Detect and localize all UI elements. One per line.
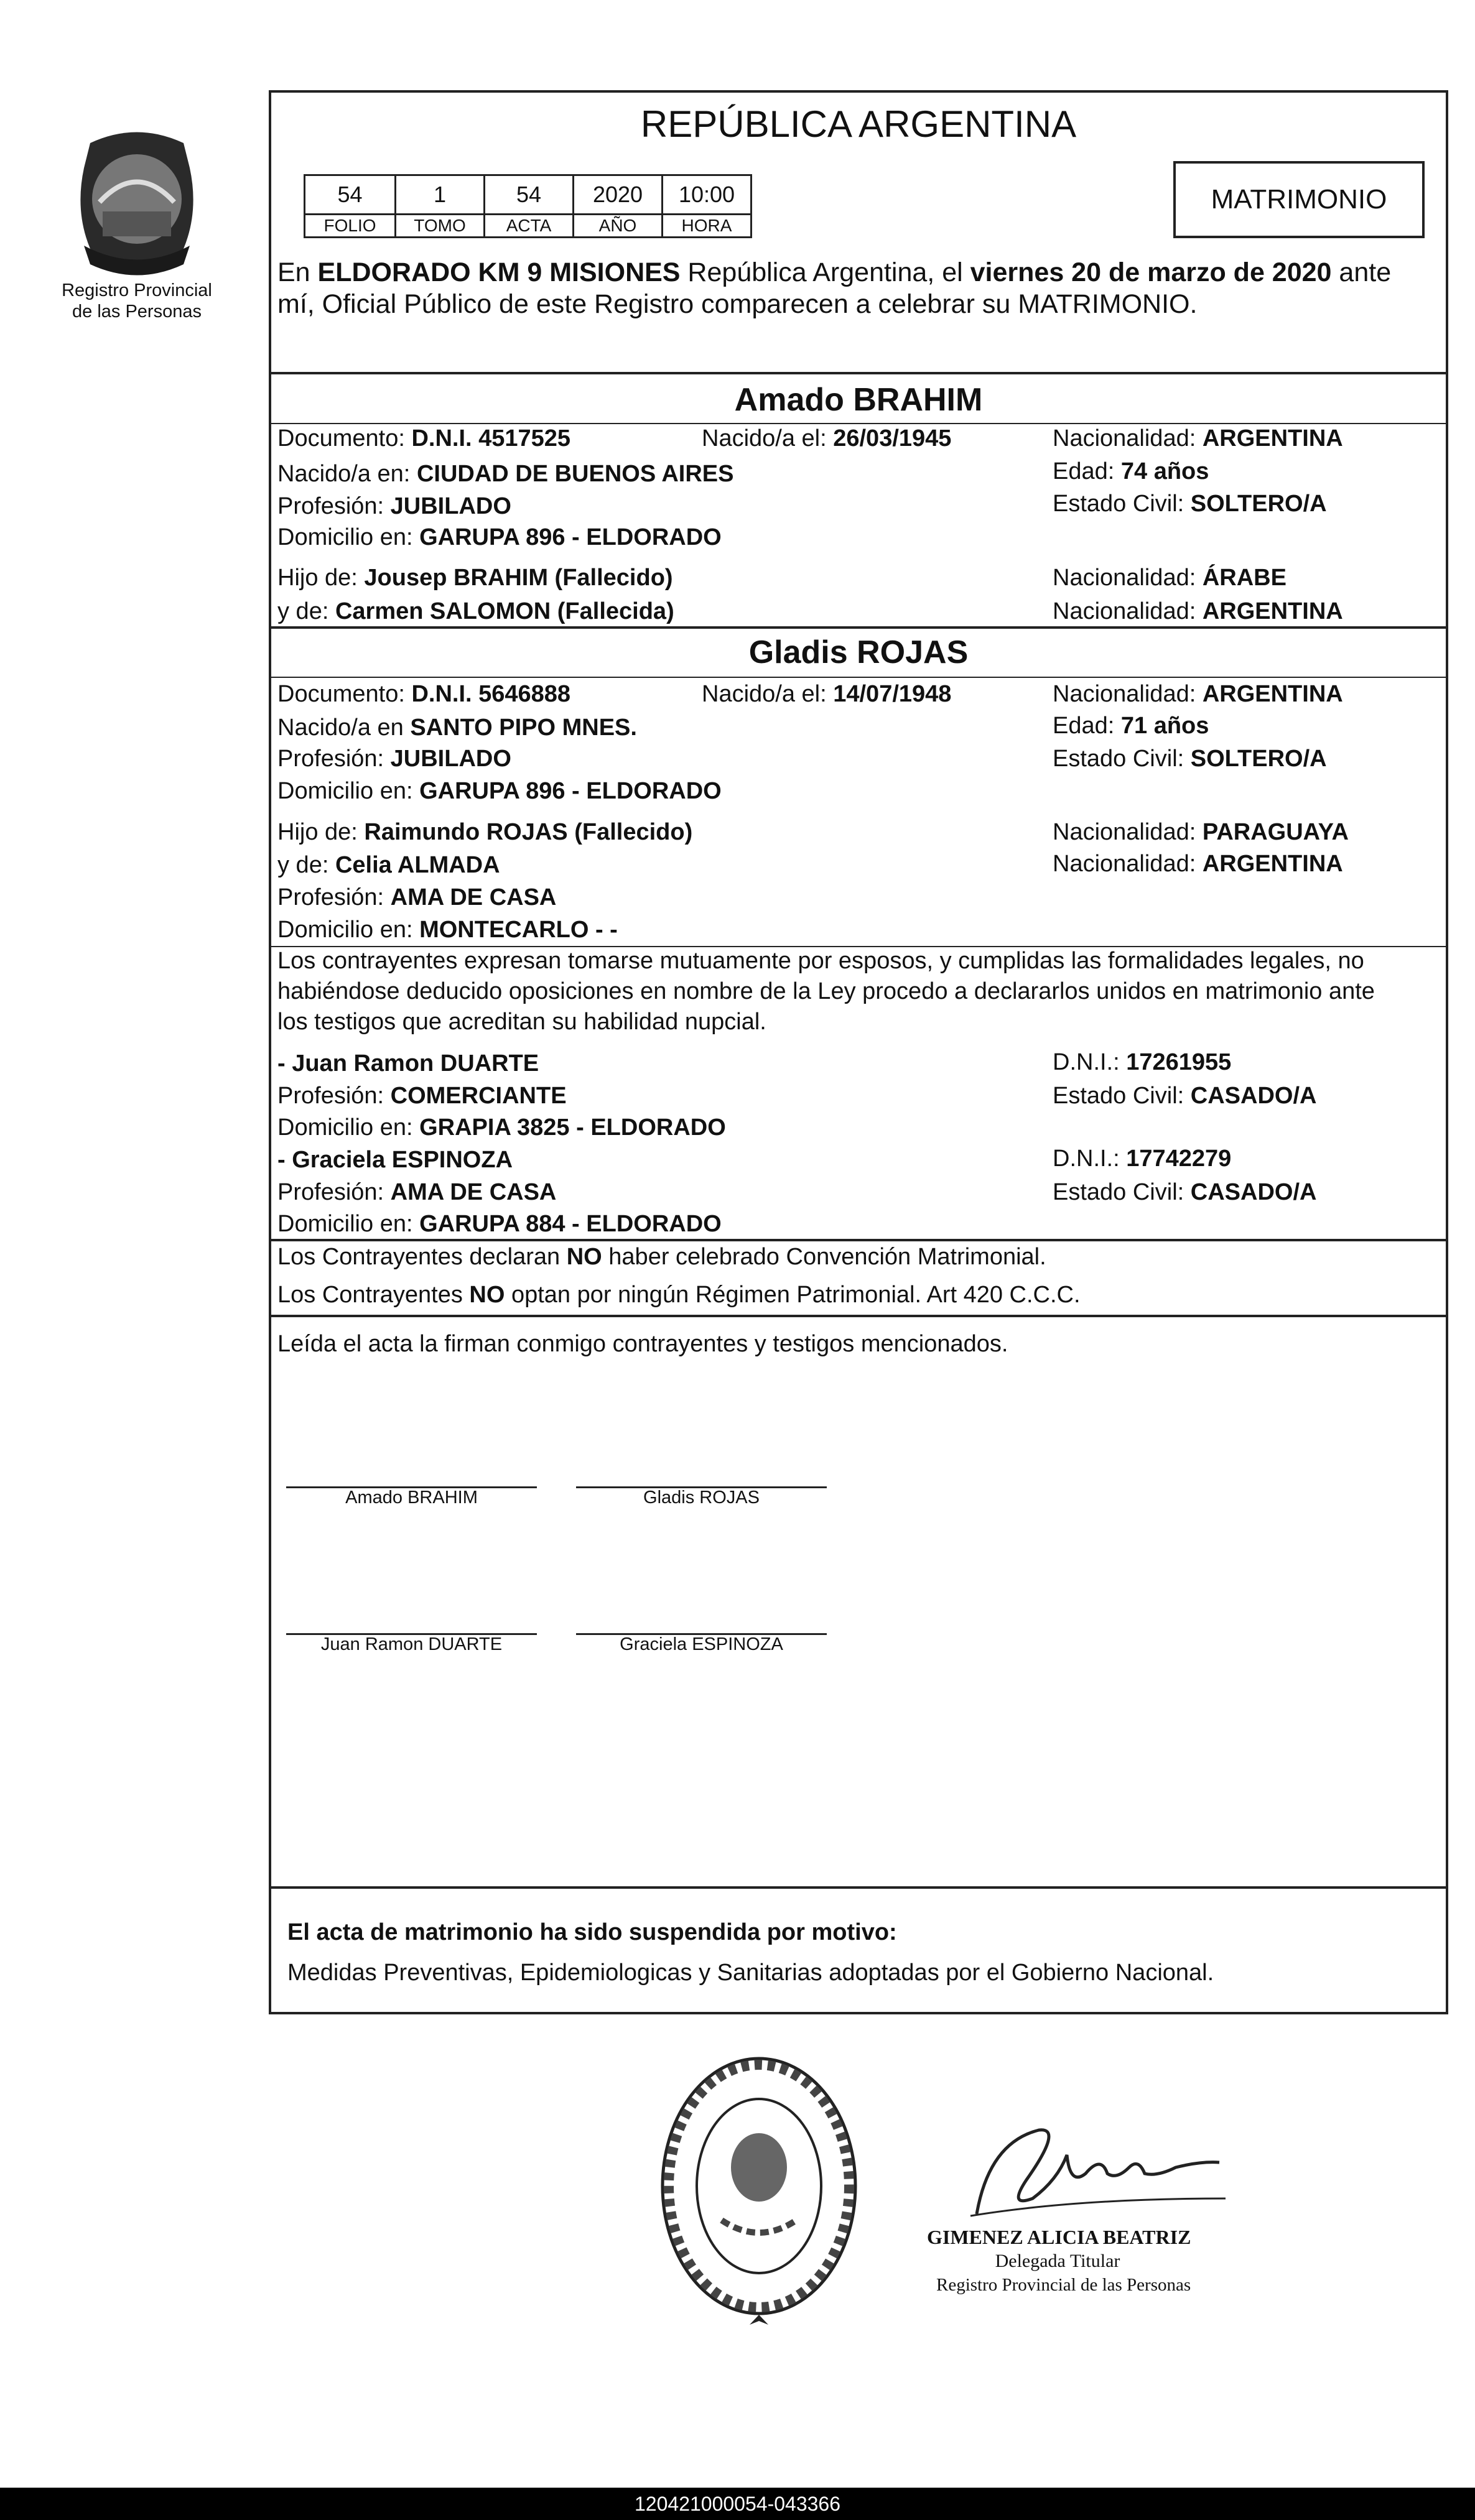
spouse2-prof: Profesión: JUBILADO [277,746,511,772]
spouse2-civil: Estado Civil: SOLTERO/A [1053,746,1327,772]
divider [269,677,1448,678]
spouse2-mother: y de: Celia ALMADA [277,852,500,878]
witness1-dom: Domicilio en: GRAPIA 3825 - ELDORADO [277,1114,726,1141]
witness1-name: - Juan Ramon DUARTE [277,1050,539,1077]
spouse1-mother: y de: Carmen SALOMON (Fallecida) [277,598,674,624]
spouse1-father: Hijo de: Jousep BRAHIM (Fallecido) [277,565,673,591]
registry-logo-line1: Registro Provincial [62,280,212,300]
spouse2-mother-prof: Profesión: AMA DE CASA [277,884,557,910]
declaration-line-2: habiéndose deducido oposiciones en nombre de la Ley procedo a declararlos unidos en matrimonio ante [277,978,1375,1004]
witness1-prof: Profesión: COMERCIANTE [277,1083,567,1109]
divider [269,626,1448,629]
signing-intro: Leída el acta la firman conmigo contrayentes y testigos mencionados. [277,1331,1008,1357]
signature-label-2: Gladis ROJAS [643,1488,760,1508]
spouse1-civil: Estado Civil: SOLTERO/A [1053,491,1327,517]
hora-value: 10:00 [663,175,751,215]
registry-logo [50,124,224,322]
regime-line-1: Los Contrayentes declaran NO haber celebrado Convención Matrimonial. [277,1244,1046,1270]
spouse2-father-nat: Nacionalidad: PARAGUAYA [1053,819,1349,845]
witness2-prof: Profesión: AMA DE CASA [277,1179,557,1205]
spouse2-mother-dom: Domicilio en: MONTECARLO - - [277,917,618,943]
country-title: REPÚBLICA ARGENTINA [640,103,1077,145]
divider [269,1239,1448,1241]
ano-value: 2020 [574,175,663,215]
spouse1-born-in: Nacido/a en: CIUDAD DE BUENOS AIRES [277,461,734,487]
witness2-name: - Graciela ESPINOZA [277,1147,513,1173]
intro-text-a: En [277,257,318,287]
witness2-civil: Estado Civil: CASADO/A [1053,1179,1317,1205]
witness2-dni: D.N.I.: 17742279 [1053,1146,1232,1172]
intro-text-c: ante [1331,257,1392,287]
signature-label-1: Amado BRAHIM [345,1488,478,1508]
spouse2-born-on: Nacido/a el: 14/07/1948 [702,681,952,707]
divider [269,423,1448,424]
tomo-value: 1 [396,175,485,215]
divider [269,372,1448,374]
official-role: Delegada Titular [995,2251,1120,2271]
intro-date: viernes 20 de marzo de 2020 [970,257,1332,287]
intro-line-2: mí, Oficial Público de este Registro comparecen a celebrar su MATRIMONIO. [277,289,1198,319]
witness1-dni: D.N.I.: 17261955 [1053,1049,1232,1075]
folio-value: 54 [305,175,396,215]
spouse1-born-on: Nacido/a el: 26/03/1945 [702,425,952,452]
intro-text-b: República Argentina, el [680,257,970,287]
official-org: Registro Provincial de las Personas [936,2275,1191,2295]
witness1-civil: Estado Civil: CASADO/A [1053,1083,1317,1109]
tomo-label: TOMO [396,215,485,238]
footer-code: 120421000054-043366 [635,2493,840,2515]
spouse1-dom: Domicilio en: GARUPA 896 - ELDORADO [277,524,722,550]
spouse1-father-nat: Nacionalidad: ÁRABE [1053,565,1287,591]
folio-label: FOLIO [305,215,396,238]
declaration-line-3: los testigos que acreditan su habilidad nupcial. [277,1009,766,1035]
spouse2-mother-nat: Nacionalidad: ARGENTINA [1053,851,1343,877]
spouse2-father: Hijo de: Raimundo ROJAS (Fallecido) [277,819,693,845]
intro-line-1 [277,256,1391,289]
acta-label: ACTA [485,215,574,238]
spouse2-age: Edad: 71 años [1053,713,1209,739]
suspension-title: El acta de matrimonio ha sido suspendida por motivo: [287,1919,897,1945]
ano-label: AÑO [574,215,663,238]
footer-bar [0,2488,1475,2520]
spouse2-born-in: Nacido/a en SANTO PIPO MNES. [277,715,637,741]
spouse2-doc: Documento: D.N.I. 5646888 [277,681,571,707]
official-name: GIMENEZ ALICIA BEATRIZ [927,2226,1191,2248]
act-type-box [1173,161,1425,238]
province-seal-icon [65,124,208,280]
signature-label-4: Graciela ESPINOZA [620,1634,783,1654]
signature-label-3: Juan Ramon DUARTE [320,1634,503,1654]
declaration-line-1: Los contrayentes expresan tomarse mutuamente por esposos, y cumplidas las formalidades legales, no [277,948,1364,974]
spouse1-doc: Documento: D.N.I. 4517525 [277,425,571,452]
spouse1-name: Amado BRAHIM [734,382,983,418]
hora-label: HORA [663,215,751,238]
spouse2-name: Gladis ROJAS [748,634,969,670]
act-type: MATRIMONIO [1211,184,1387,215]
spouse1-age: Edad: 74 años [1053,458,1209,484]
regime-line-2: Los Contrayentes NO optan por ningún Régimen Patrimonial. Art 420 C.C.C. [277,1282,1081,1308]
divider [269,1315,1448,1317]
spouse1-mother-nat: Nacionalidad: ARGENTINA [1053,598,1343,624]
official-signature-icon [952,2105,1238,2230]
intro-place: ELDORADO KM 9 MISIONES [317,257,681,287]
acta-value: 54 [485,175,574,215]
spouse1-nat: Nacionalidad: ARGENTINA [1053,425,1343,452]
suspension-text: Medidas Preventivas, Epidemiologicas y Sanitarias adoptadas por el Gobierno Nacional. [287,1960,1214,1986]
registry-logo-line2: de las Personas [72,302,202,322]
registry-stamp-icon [647,2046,871,2338]
divider [269,1886,1448,1889]
record-boxes [304,174,752,238]
spouse2-nat: Nacionalidad: ARGENTINA [1053,681,1343,707]
spouse1-prof: Profesión: JUBILADO [277,493,511,519]
spouse2-dom: Domicilio en: GARUPA 896 - ELDORADO [277,778,722,804]
witness2-dom: Domicilio en: GARUPA 884 - ELDORADO [277,1211,722,1237]
